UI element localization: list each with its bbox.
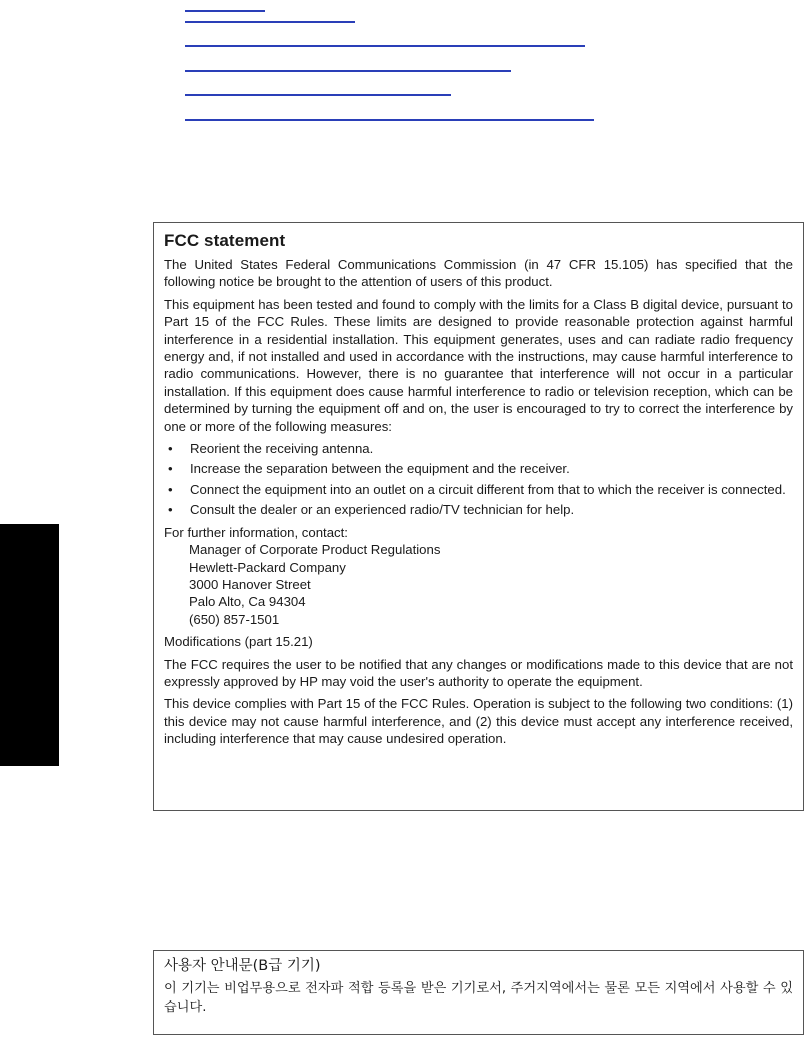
toc-link-3[interactable] — [185, 45, 585, 47]
contact-line: Palo Alto, Ca 94304 — [189, 594, 306, 610]
fcc-statement-box — [153, 222, 804, 811]
toc-link-6[interactable] — [185, 119, 594, 121]
list-item: • Increase the separation between the equipment and the receiver. — [168, 461, 570, 477]
bullet-icon: • — [168, 461, 173, 477]
contact-address — [164, 541, 793, 628]
list-item: • Reorient the receiving antenna. — [168, 441, 374, 457]
bullet-icon: • — [168, 481, 173, 497]
chapter-side-tab — [0, 524, 59, 766]
list-item: • Connect the equipment into an outlet on a circuit different from that to which the receiver is connected. — [168, 481, 786, 497]
conditions-text: This device complies with Part 15 of the FCC Rules. Operation is subject to the following two conditions: (1) this device may not cause harmful interference, and (2) this device must accept any interference received, including interference that may cause undesired operation. — [164, 696, 793, 747]
contact-label: For further information, contact: — [164, 524, 348, 540]
bullet-icon: • — [168, 502, 173, 518]
korean-notice-box — [153, 950, 804, 1035]
toc-link-4[interactable] — [185, 70, 511, 72]
fcc-title: FCC statement — [164, 231, 286, 250]
toc-link-1[interactable] — [185, 10, 265, 12]
modifications-heading: Modifications (part 15.21) — [164, 634, 313, 650]
contact-line: Hewlett-Packard Company — [189, 559, 346, 575]
toc-link-2[interactable] — [185, 21, 355, 23]
contact-line: Manager of Corporate Product Regulations — [189, 542, 441, 558]
contact-line: (650) 857-1501 — [189, 611, 280, 627]
korean-notice-title: 사용자 안내문(B급 기기) — [164, 958, 321, 974]
interference-measures-list — [164, 440, 793, 519]
toc-link-5[interactable] — [185, 94, 451, 96]
bullet-icon: • — [168, 441, 173, 457]
fcc-intro: The United States Federal Communications Commission (in 47 CFR 15.105) has specified that the following notice be brought to the attention of users of this product. — [164, 257, 793, 290]
list-item: • Consult the dealer or an experienced radio/TV technician for help. — [168, 502, 575, 518]
korean-notice-text: 이 기기는 비업무용으로 전자파 적합 등록을 받은 기기로서, 주거지역에서는 물론 모든 지역에서 사용할 수 있습니다. — [164, 981, 793, 1015]
modifications-text: The FCC requires the user to be notified that any changes or modifications made to this device that are not expressly approved by HP may void the user's authority to operate the equipment. — [164, 656, 793, 689]
contact-line: 3000 Hanover Street — [189, 576, 311, 592]
fcc-compliance-text: This equipment has been tested and found to comply with the limits for a Class B digital device, pursuant to Part 15 of the FCC Rules. These limits are designed to provide reasonable protection against harmful interference in a residential installation. This equipment generates, uses and can radiate radio frequency energy and, if not installed and used in accordance with the instructions, may cause harmful interference to radio communications. However, there is no guarantee that interference will not occur in a particular installation. If this equipment does cause harmful interference to radio or television reception, which can be determined by turning the equipment off and on, the user is encouraged to try to correct the interference by one or more of the following measures: — [164, 296, 793, 434]
